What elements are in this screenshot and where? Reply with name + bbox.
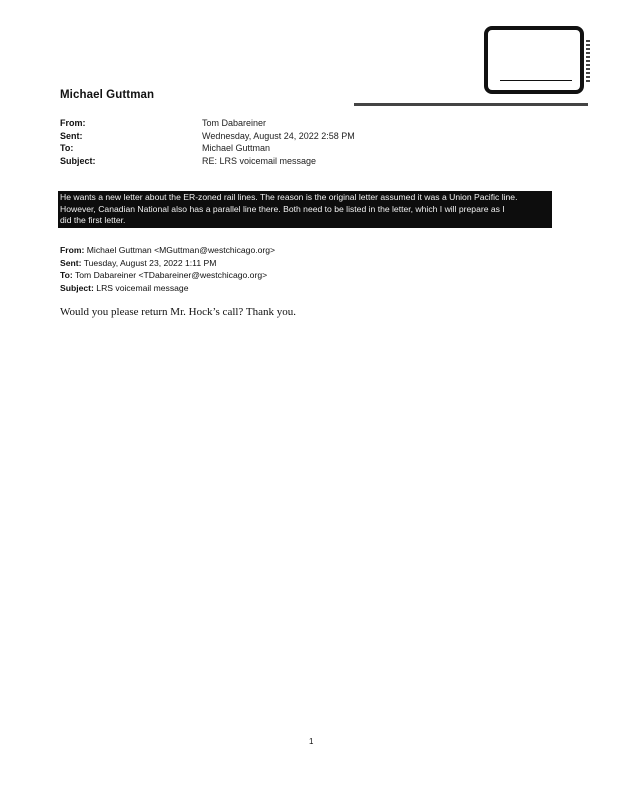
to-label: To: — [60, 143, 74, 153]
subject-value: RE: LRS voicemail message — [202, 155, 317, 166]
orig-subject-label: Subject: — [60, 282, 94, 293]
from-value: Tom Dabareiner — [202, 118, 267, 128]
reply-line-2: However, Canadian National also has a parallel line there. Both need to be listed in the letter, which I will prepare as I — [60, 203, 505, 214]
subject-row — [60, 155, 355, 168]
orig-from-label: From: — [60, 245, 85, 255]
header-rule — [354, 103, 588, 106]
to-row — [60, 142, 355, 155]
orig-from-value: Michael Guttman <MGuttman@westchicago.org> — [86, 245, 276, 255]
sent-value: Wednesday, August 24, 2022 2:58 PM — [202, 130, 355, 141]
reply-line-1: He wants a new letter about the ER-zoned rail lines. The reason is the original letter assumed it was a Union Pacific line. — [60, 192, 518, 202]
stamp-signature-line — [500, 80, 572, 81]
from-label: From: — [60, 118, 86, 128]
orig-from-row — [60, 244, 275, 257]
orig-to-value: Tom Dabareiner <TDabareiner@westchicago.org> — [74, 270, 268, 281]
original-message-header — [60, 244, 275, 294]
orig-to-label: To: — [60, 270, 73, 281]
orig-subject-row — [60, 282, 275, 295]
orig-sent-row — [60, 257, 275, 270]
reply-line-3: did the first letter. — [60, 215, 126, 225]
orig-to-row — [60, 269, 275, 282]
sent-label: Sent: — [60, 130, 83, 141]
page-number: 1 — [309, 737, 314, 746]
stamp-box — [484, 26, 584, 94]
sender-name: Michael Guttman — [60, 89, 155, 101]
subject-label: Subject: — [60, 155, 96, 166]
sent-row — [60, 130, 355, 143]
from-row — [60, 117, 355, 130]
original-body-text: Would you please return Mr. Hock’s call? Thank you. — [60, 306, 296, 318]
to-value: Michael Guttman — [202, 143, 271, 153]
stamp-edge-marks — [586, 40, 590, 82]
orig-subject-value: LRS voicemail message — [96, 282, 189, 293]
orig-sent-label: Sent: — [60, 257, 82, 268]
reply-body-highlighted — [58, 191, 552, 228]
orig-sent-value: Tuesday, August 23, 2022 1:11 PM — [83, 257, 217, 268]
email-header — [60, 117, 355, 167]
